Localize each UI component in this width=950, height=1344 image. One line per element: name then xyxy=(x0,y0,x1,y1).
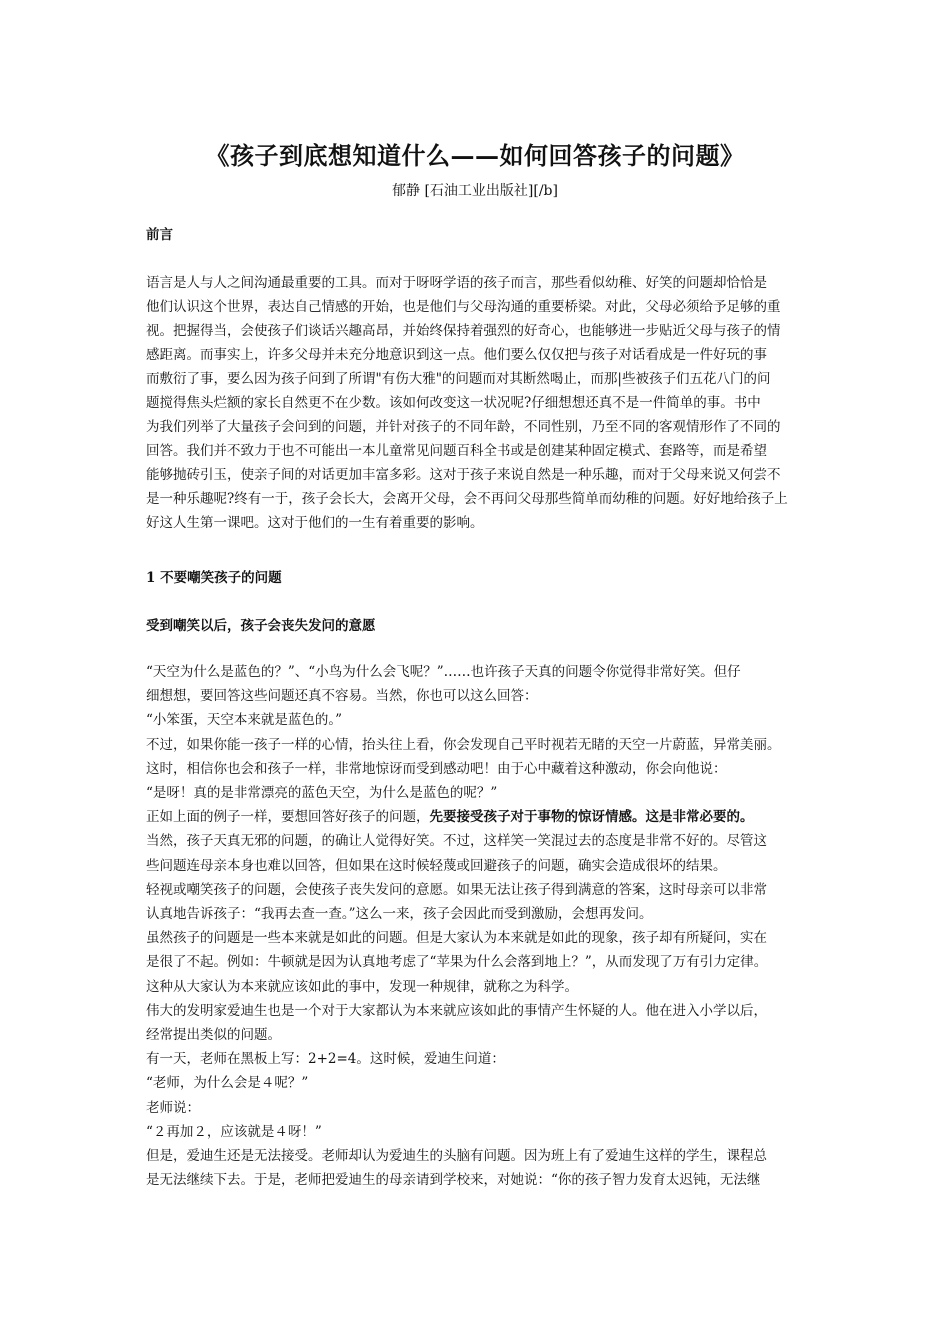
preface-paragraph xyxy=(146,271,826,535)
preface-line: 题搅得焦头烂额的家长自然更不在少数。该如何改变这一状况呢?仔细想想还真不是一件简单的事。书中 xyxy=(146,395,761,411)
body-line: “天空为什么是蓝色的？”、“小鸟为什么会飞呢？”……也许孩子天真的问题令你觉得非常好笑。但仔 xyxy=(146,664,741,680)
body-line: “２再加２，应该就是４呀！” xyxy=(146,1123,322,1140)
preface-heading: 前言 xyxy=(146,227,173,243)
body-line: 这种从大家认为本来就应该如此的事中，发现一种规律，就称之为科学。 xyxy=(146,978,578,995)
body-line: 是无法继续下去。于是，老师把爱迪生的母亲请到学校来，对她说：“你的孩子智力发育太迟钝，无法继 xyxy=(146,1172,761,1189)
body-line: 虽然孩子的问题是一些本来就是如此的问题。但是大家认为本来就是如此的现象，孩子却有所疑问，实在 xyxy=(146,930,767,947)
document-title: 《孩子到底想知道什么——如何回答孩子的问题》 xyxy=(205,141,745,170)
body-line: 细想想，要回答这些问题还真不容易。当然，你也可以这么回答： xyxy=(146,688,538,705)
chapter-heading-block xyxy=(146,568,826,588)
body-line: 些问题连母亲本身也难以回答，但如果在这时候轻蔑或回避孩子的问题，确实会造成很坏的结果。 xyxy=(146,857,727,874)
body-line: “小笨蛋，天空本来就是蓝色的。” xyxy=(146,712,343,729)
section-heading-block xyxy=(146,616,826,636)
body-line: “老师，为什么会是４呢？” xyxy=(146,1075,309,1092)
emphasis-line-plain: 正如上面的例子一样，要想回答好孩子的问题， xyxy=(146,809,430,826)
body-line: 这时，相信你也会和孩子一样，非常地惊讶而受到感动吧！由于心中藏着这种激动，你会向他说： xyxy=(146,760,727,777)
preface-heading-block xyxy=(146,225,826,245)
preface-line: 他们认识这个世界，表达自己情感的开始，也是他们与父母沟通的重要桥梁。对此，父母必须给予足够的重 xyxy=(146,299,781,315)
preface-line: 视。把握得当，会使孩子们谈话兴趣高昂，并始终保持着强烈的好奇心，也能够进一步贴近父母与孩子的情 xyxy=(146,323,781,339)
preface-line: 为我们列举了大量孩子会问到的问题，并针对孩子的不同年龄，不同性别，乃至不同的客观情形作了不同的 xyxy=(146,419,781,435)
preface-line: 而敷衍了事，要么因为孩子问到了所谓"有伤大雅"的问题而对其断然喝止，而那|些被孩子们五花八门的问 xyxy=(146,371,771,387)
body-line: 不过，如果你能一孩子一样的心情，抬头往上看，你会发现自己平时视若无睹的天空一片蔚蓝，异常美丽。 xyxy=(146,736,781,753)
preface-line: 回答。我们并不致力于也不可能出一本儿童常见问题百科全书或是创建某种固定模式、套路等，而是希望 xyxy=(146,443,767,459)
body-line: 是很了不起。例如：牛顿就是因为认真地考虑了“苹果为什么会落到地上？”，从而发现了万有引力定律。 xyxy=(146,954,768,971)
preface-line: 感距离。而事实上，许多父母并未充分地意识到这一点。他们要么仅仅把与孩子对话看成是一件好玩的事 xyxy=(146,347,767,363)
preface-line: 能够抛砖引玉，使亲子间的对话更加丰富多彩。这对于孩子来说自然是一种乐趣，而对于父母来说又何尝不 xyxy=(146,467,781,483)
section-heading: 受到嘲笑以后，孩子会丧失发问的意愿 xyxy=(146,618,376,634)
chapter-heading: 1 不要嘲笑孩子的问题 xyxy=(146,570,282,586)
body-line: 当然，孩子天真无邪的问题，的确让人觉得好笑。不过，这样笑一笑混过去的态度是非常不好的。尽管这 xyxy=(146,833,767,850)
body-line: 认真地告诉孩子：“我再去查一查。”这么一来，孩子会因此而受到激励，会想再发问。 xyxy=(146,906,653,923)
body-line: 伟大的发明家爱迪生也是一个对于大家都认为本来就应该如此的事情产生怀疑的人。他在进入小学以后， xyxy=(146,1002,767,1019)
preface-line: 是一种乐趣呢?终有一于，孩子会长大，会离开父母，会不再问父母那些简单而幼稚的问题。好好地给孩子上 xyxy=(146,491,788,507)
emphasis-line-bold: 先要接受孩子对于事物的惊讶情感。这是非常必要的。 xyxy=(429,809,754,826)
body-line: “是呀！真的是非常漂亮的蓝色天空，为什么是蓝色的呢？” xyxy=(146,785,498,802)
body-line: 轻视或嘲笑孩子的问题，会使孩子丧失发问的意愿。如果无法让孩子得到满意的答案，这时母亲可以非常 xyxy=(146,881,767,898)
preface-line: 语言是人与人之间沟通最重要的工具。而对于呀呀学语的孩子而言，那些看似幼稚、好笑的问题却恰恰是 xyxy=(146,275,767,291)
body-line: 有一天，老师在黑板上写：2+2=4。这时候，爱迪生问道： xyxy=(146,1051,505,1068)
body-line: 但是，爱迪生还是无法接受。老师却认为爱迪生的头脑有问题。因为班上有了爱迪生这样的学生，课程总 xyxy=(146,1148,767,1165)
chapter-body xyxy=(146,660,826,1192)
body-line: 经常提出类似的问题。 xyxy=(146,1027,281,1044)
preface-line: 好这人生第一课吧。这对于他们的一生有着重要的影响。 xyxy=(146,515,484,531)
body-line: 老师说： xyxy=(146,1099,200,1116)
emphasis-line xyxy=(146,805,826,829)
author-publisher-line: 郁静 [石油工业出版社][/b] xyxy=(392,183,558,199)
